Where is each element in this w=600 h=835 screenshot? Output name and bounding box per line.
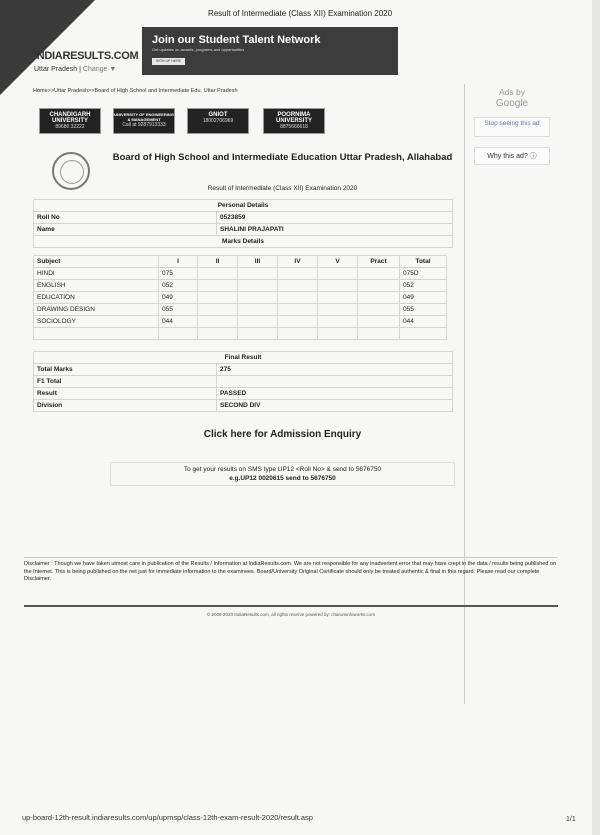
table-row (34, 292, 447, 304)
subject-name: ENGLISH (34, 280, 159, 292)
table-row (34, 268, 447, 280)
state-label: Uttar Pradesh | (34, 66, 81, 73)
ad-poornima-university[interactable]: POORNIMA UNIVERSITY 8875666618 (263, 108, 325, 134)
table-row (34, 376, 453, 388)
marks-i: 052 (159, 280, 198, 292)
name-label: Name (34, 224, 217, 236)
copyright-text: © 2006-2020 IndiaResults.com, all rights reserve powered by: charuminfoworks.com (206, 612, 376, 617)
ad-choices-panel (472, 84, 582, 174)
col-iv: IV (278, 256, 318, 268)
state-selector[interactable] (34, 66, 116, 73)
col-subject: Subject (34, 256, 159, 268)
f1-total-value (217, 376, 453, 388)
name-value: SHALINI PRAJAPATI (217, 224, 453, 236)
marks-i: 044 (159, 316, 198, 328)
marks-details-heading: Marks Details (34, 236, 453, 248)
marks-i: 055 (159, 304, 198, 316)
page-number: 1/1 (566, 816, 576, 823)
marks-total: 052 (400, 280, 447, 292)
col-i: I (159, 256, 198, 268)
change-state-link[interactable]: Change ▼ (82, 66, 117, 73)
marks-i: 075 (159, 268, 198, 280)
subject-name: HINDI (34, 268, 159, 280)
result-subtitle: Result of Intermediate (Class XII) Examination 2020 (207, 185, 358, 192)
marks-total: 055 (400, 304, 447, 316)
roll-no-label: Roll No (34, 212, 217, 224)
total-marks-label: Total Marks (34, 364, 217, 376)
marks-header-row (34, 256, 447, 268)
why-this-ad-button[interactable]: Why this ad? ⓘ (474, 147, 550, 165)
stop-seeing-ad-button[interactable]: Stop seeing this ad (474, 117, 550, 137)
site-logo[interactable]: INDIARESULTS.COM (34, 50, 139, 62)
sms-instructions: To get your results on SMS type UP12 <Roll No> & send to 5676750 (183, 466, 382, 473)
banner-signup-button[interactable]: SIGN UP HERE (152, 58, 185, 65)
final-result-heading: Final Result (34, 352, 453, 364)
up-board-emblem (52, 152, 90, 190)
col-pract: Pract (358, 256, 400, 268)
marks-total: 075D (400, 268, 447, 280)
table-row (34, 316, 447, 328)
subject-name: DRAWING DESIGN (34, 304, 159, 316)
page-url: up-board-12th-result.indiaresults.com/up/upmsp/class-12th-exam-result-2020/result.asp (22, 813, 313, 822)
col-v: V (318, 256, 358, 268)
talent-network-banner[interactable] (142, 27, 398, 75)
personal-details-heading: Personal Details (34, 200, 453, 212)
sidebar-divider (464, 84, 465, 704)
table-row (34, 328, 447, 340)
result-value: PASSED (217, 388, 453, 400)
marks-total: 044 (400, 316, 447, 328)
table-row (34, 224, 453, 236)
total-marks-value: 275 (217, 364, 453, 376)
marks-total: 049 (400, 292, 447, 304)
table-row (34, 400, 453, 412)
division-label: Division (34, 400, 217, 412)
sms-example: e.g.UP12 0020615 send to 5676750 (229, 475, 336, 482)
result-label: Result (34, 388, 217, 400)
banner-subtitle: Get updates on awards, programs and opportunities (152, 47, 245, 52)
ads-by-google-label: Ads by Google (495, 87, 529, 109)
col-iii: III (238, 256, 278, 268)
table-row (34, 364, 453, 376)
table-row (34, 280, 447, 292)
ad-uem[interactable]: UNIVERSITY OF ENGINEERING & MANAGEMENT Call at 9287913333 (113, 108, 175, 134)
final-result-table (33, 351, 453, 412)
print-header-title: Result of Intermediate (Class XII) Examination 2020 (207, 9, 393, 18)
marks-table (33, 255, 447, 340)
division-value: SECOND DIV (217, 400, 453, 412)
col-total: Total (400, 256, 447, 268)
subject-name: EDUCATION (34, 292, 159, 304)
disclaimer-text: Disclaimer : Though we have taken utmost care in publication of the Results / Information at IndiaResults.com. We are not responsible for any inadvertent error that may have crept in the data / results being published on the Internet. This is being published on the net just for immediate information to the examinees. Board/University Original Certificate should only be treated authentic & final in this regard. Please read our complete Disclaimer. (24, 557, 558, 607)
table-row (34, 388, 453, 400)
admission-enquiry-link[interactable]: Click here for Admission Enquiry (203, 429, 362, 440)
subject-name: SOCIOLOGY (34, 316, 159, 328)
board-name: Board of High School and Intermediate Education Uttar Pradesh, Allahabad (112, 152, 453, 163)
breadcrumb[interactable]: Home>>Uttar Pradesh>>Board of High School and Intermediate Edu. Uttar Pradesh (33, 88, 238, 94)
roll-no-value: 0523859 (217, 212, 453, 224)
scan-edge (592, 0, 600, 835)
ad-gniot[interactable]: GNIOT 18002706969 (187, 108, 249, 134)
sms-info-box (110, 462, 455, 486)
col-ii: II (198, 256, 238, 268)
table-row (34, 304, 447, 316)
marks-i: 049 (159, 292, 198, 304)
personal-details-table (33, 199, 453, 248)
banner-title: Join our Student Talent Network (152, 34, 321, 46)
f1-total-label: F1 Total (34, 376, 217, 388)
ad-chandigarh-university[interactable]: CHANDIGARH UNIVERSITY 89680 32222 (39, 108, 101, 134)
table-row (34, 212, 453, 224)
